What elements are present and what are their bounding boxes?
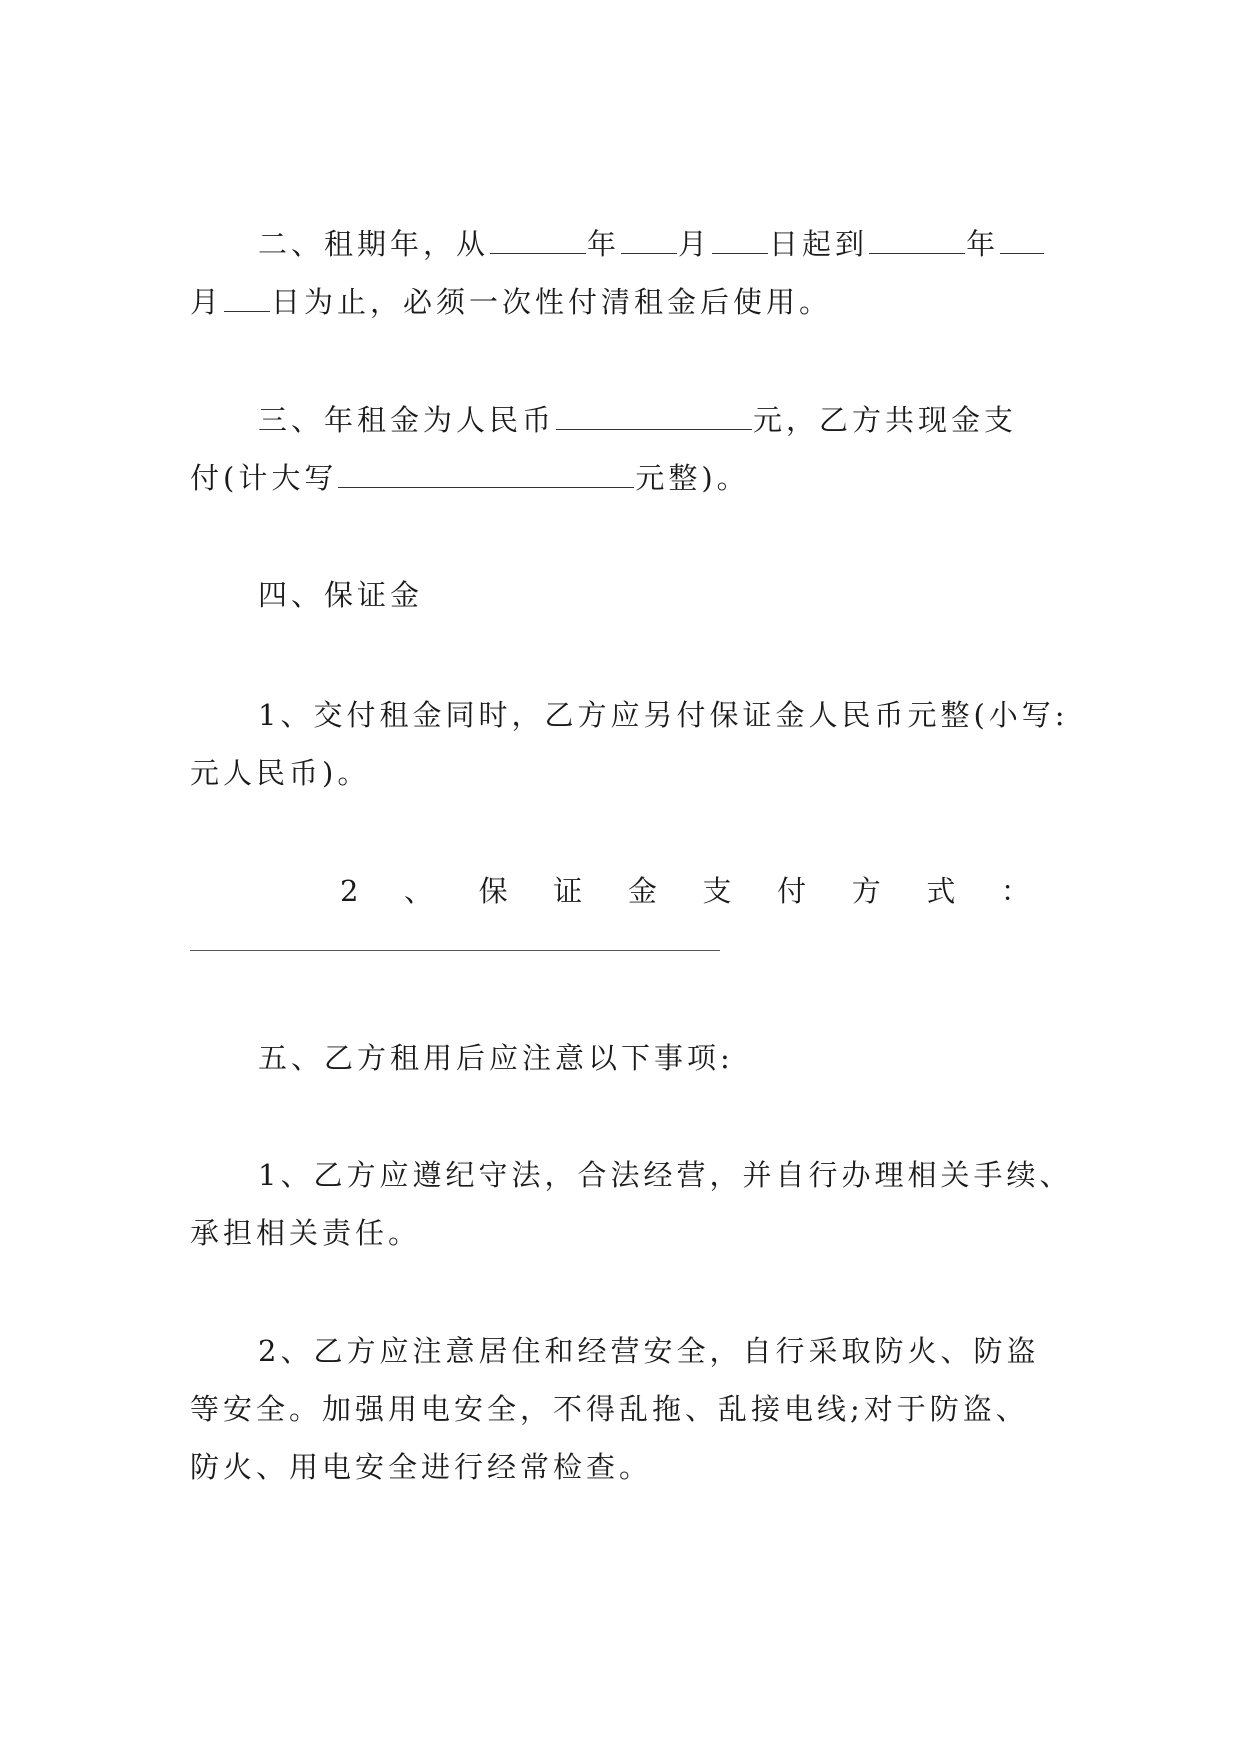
clause-2-text-f: 月 — [190, 285, 224, 319]
clause-5-1-line-1: 1、乙方应遵纪守法，合法经营，并自行办理相关手续、 — [258, 1158, 1073, 1192]
spread-char-1: 、 — [404, 874, 434, 908]
clause-4-1-line-2: 元人民币)。 — [190, 756, 371, 790]
spread-char-2: 保 — [478, 874, 508, 908]
spread-char-7: 方 — [851, 874, 881, 908]
spread-char-0: 2 — [340, 874, 359, 908]
blank-end-month — [1000, 227, 1044, 254]
spread-char-5: 支 — [702, 874, 732, 908]
spread-char-6: 付 — [777, 874, 807, 908]
blank-rent-uppercase — [338, 461, 634, 488]
clause-5-2-line-3: 防火、用电安全进行经常检查。 — [190, 1450, 653, 1484]
clause-2-line-2 — [190, 284, 1050, 320]
clause-4-1-line-1: 1、交付租金同时，乙方应另付保证金人民币元整(小写: — [258, 698, 1069, 732]
blank-start-day — [712, 227, 768, 254]
blank-end-year — [869, 227, 965, 254]
clause-5-title: 五、乙方租用后应注意以下事项: — [258, 1041, 734, 1075]
clause-2-text-g: 日为止，必须一次性付清租金后使用。 — [271, 285, 833, 319]
blank-rent-amount — [556, 403, 752, 430]
blank-start-year — [490, 227, 586, 254]
clause-5-2-line-1: 2、乙方应注意居住和经营安全，自行采取防火、防盗 — [258, 1334, 1040, 1368]
clause-3-line-1 — [258, 402, 1050, 438]
clause-2-text-b: 年 — [587, 227, 621, 261]
clause-3-text-b: 元，乙方共现金支 — [753, 403, 1018, 437]
clause-4-2-spread-line — [340, 873, 1030, 909]
clause-3-text-c: 付(计大写 — [190, 461, 338, 495]
spread-char-4: 金 — [627, 874, 657, 908]
clause-5-1-line-2: 承担相关责任。 — [190, 1216, 422, 1250]
clause-4-title: 四、保证金 — [258, 578, 424, 612]
clause-5-2-line-2: 等安全。加强用电安全，不得乱拖、乱接电线;对于防盗、 — [190, 1392, 1029, 1426]
clause-3-text-a: 三、年租金为人民币 — [258, 403, 556, 437]
clause-3-line-2 — [190, 460, 1050, 496]
spread-char-9: ： — [1000, 874, 1030, 908]
clause-2-text-c: 月 — [678, 227, 712, 261]
spread-char-8: 式 — [926, 874, 956, 908]
blank-end-day — [224, 285, 270, 312]
blank-deposit-payment-method — [190, 950, 720, 951]
clause-2-text-e: 年 — [966, 227, 1000, 261]
clause-2-text-d: 日起到 — [769, 227, 869, 261]
clause-2-text-a: 二、租期年，从 — [258, 227, 490, 261]
clause-3-text-d: 元整)。 — [635, 461, 750, 495]
clause-2-line-1 — [258, 226, 1050, 262]
spread-char-3: 证 — [553, 874, 583, 908]
blank-start-month — [621, 227, 677, 254]
